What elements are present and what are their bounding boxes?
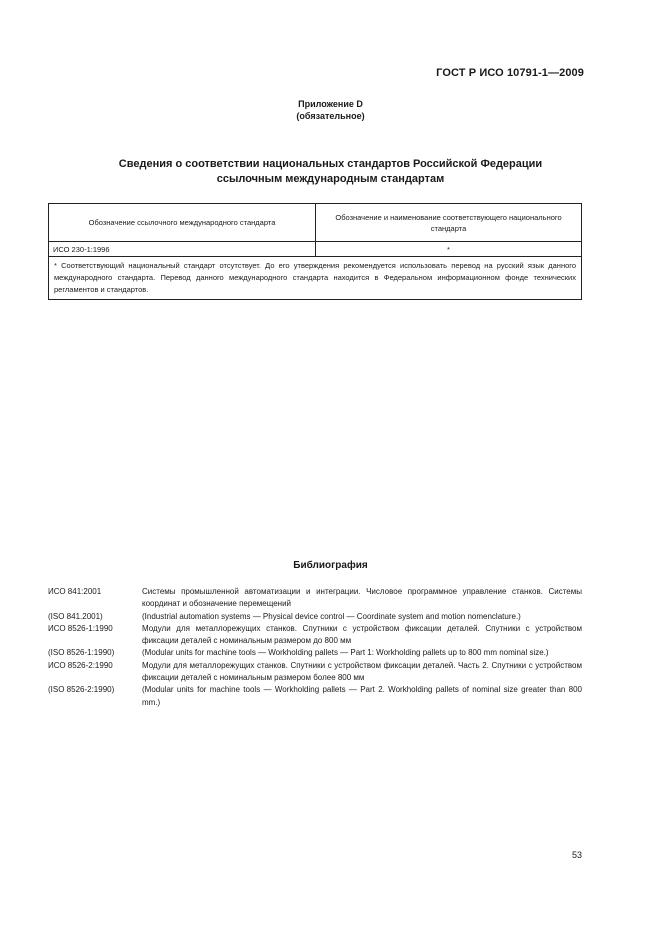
page-number: 53	[571, 850, 582, 860]
annex-heading	[0, 98, 661, 122]
bibliography-code: ИСО 8526-2:1990	[48, 660, 113, 670]
column-header-international: Обозначение ссылочного международного стандарта	[49, 204, 316, 242]
list-item	[48, 586, 582, 611]
cell-national-ref: *	[316, 242, 582, 257]
annex-status: (обязательное)	[296, 111, 365, 121]
table-footnote: * Соответствующий национальный стандарт отсутствует. До его утверждения рекомендуется использовать перевод на русский язык данного международного стандарта. Перевод данного международного стандарта находится в Федеральном информационном фонде технических регламентов и стандартов.	[49, 257, 582, 300]
bibliography-text: Системы промышленной автоматизации и интеграции. Числовое программное управление станков. Системы координат и обозначение перемещений	[142, 587, 582, 609]
column-header-national: Обозначение и наименование соответствующего национального стандарта	[316, 204, 582, 242]
annex-label: Приложение D	[298, 99, 363, 109]
cell-international-ref: ИСО 230-1:1996	[49, 242, 316, 257]
bibliography-code: ИСО 8526-1:1990	[48, 623, 113, 633]
bibliography-text: (Modular units for machine tools — Workholding pallets — Part 2. Workholding pallets of nominal size greater than 800 mm.)	[142, 685, 582, 707]
bibliography-text: Модули для металлорежущих станков. Спутники с устройством фиксации деталей. Часть 2. Спутники с устройством фиксации деталей с номинальным размером более 800 мм	[142, 660, 582, 683]
correspondence-table	[48, 203, 582, 300]
bibliography-code: (ISO 841.2001)	[48, 611, 103, 621]
bibliography-code: ИСО 841:2001	[48, 587, 102, 596]
bibliography-code: (ISO 8526-2:1990)	[48, 685, 115, 695]
bibliography-text: Модули для металлорежущих станков. Спутники с устройством фиксации деталей. Спутники с устройством фиксации деталей с номинальным размером до 800 мм	[142, 623, 582, 646]
annex-title-line-1: Сведения о соответствии национальных стандартов Российской Федерации	[118, 158, 543, 170]
annex-title	[0, 157, 661, 187]
bibliography-title: Библиография	[293, 560, 368, 571]
list-item	[48, 684, 582, 709]
bibliography-text: (Industrial automation systems — Physical device control — Coordinate system and motion nomenclature.)	[142, 611, 521, 621]
standard-designation: ГОСТ Р ИСО 10791-1—2009	[436, 67, 584, 79]
bibliography-list	[48, 586, 582, 709]
annex-title-line-2: ссылочным международным стандартам	[216, 173, 445, 185]
list-item	[48, 623, 582, 648]
table-footnote-row	[49, 257, 582, 300]
list-item	[48, 611, 582, 623]
bibliography-code: (ISO 8526-1:1990)	[48, 648, 115, 658]
table-header-row	[49, 204, 582, 242]
list-item	[48, 647, 582, 659]
table-row	[49, 242, 582, 257]
bibliography-text: (Modular units for machine tools — Workholding pallets — Part 1: Workholding pallets up to 800 mm nominal size.)	[142, 648, 549, 658]
list-item	[48, 660, 582, 685]
